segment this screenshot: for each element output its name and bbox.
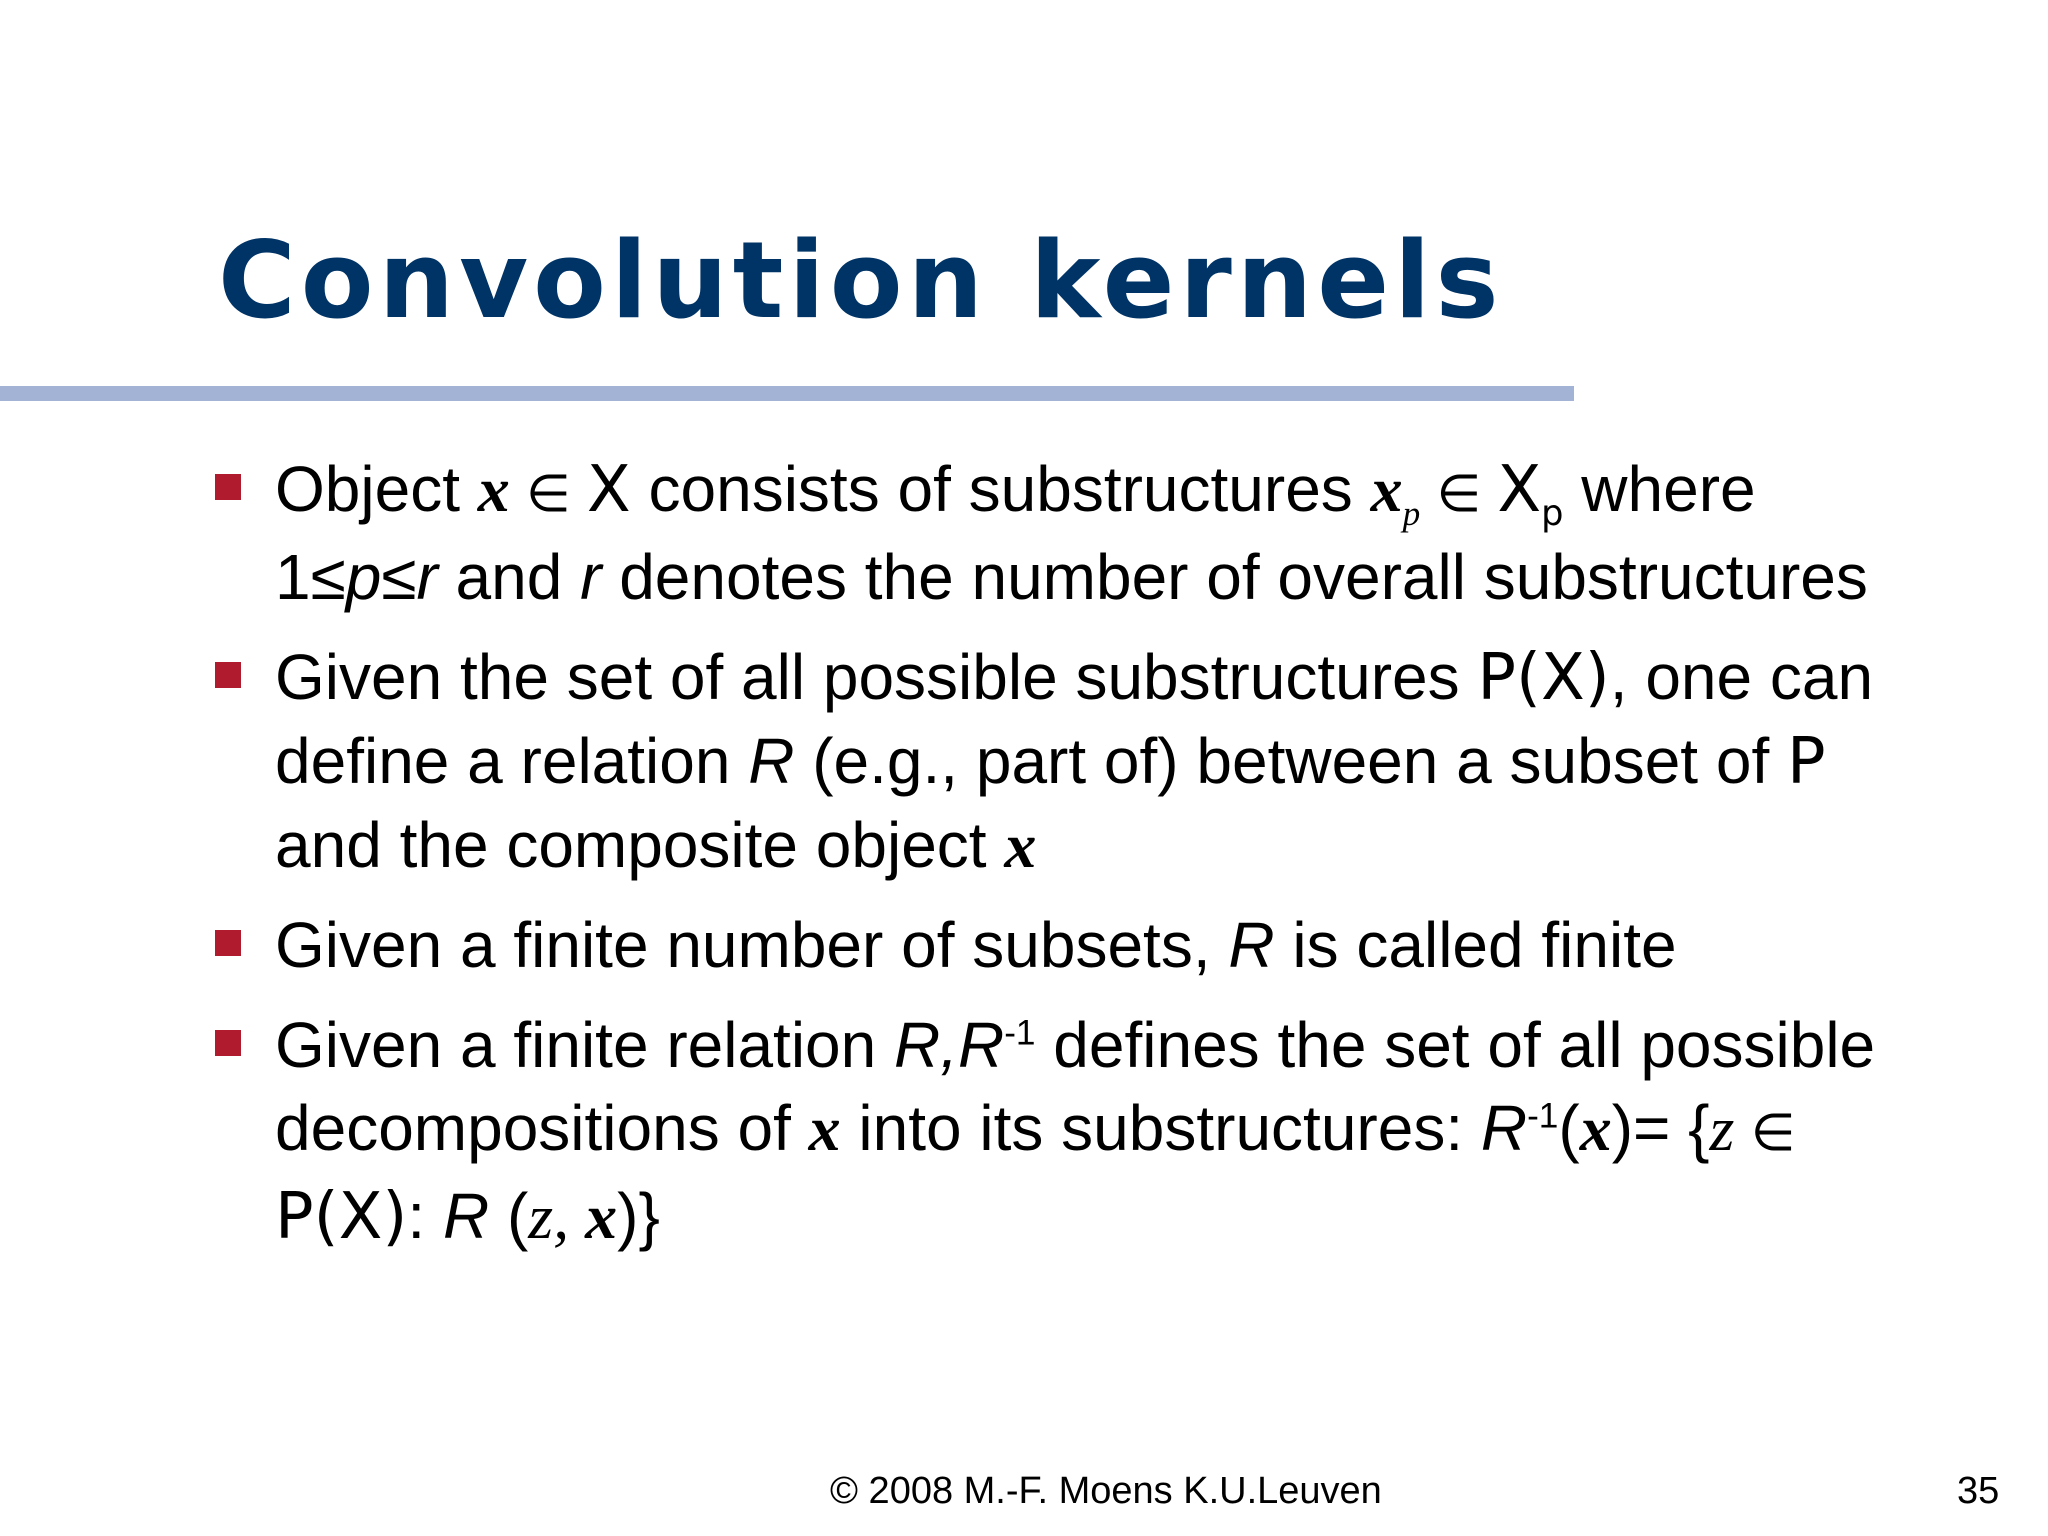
copyright-text: © 2008 M.-F. Moens K.U.Leuven — [830, 1470, 1382, 1512]
bullet-4-line-1: Given a finite relation $R,R^{-1}$ defines the set of all possible — [275, 1009, 1876, 1081]
bullet-1-line-2: 1≤p≤r and r denotes the number of overall substructures — [275, 541, 1868, 613]
bullet-4-line-2: decompositions of x into its substructures: $R^{-1}(x)= \{z$ ∈ — [275, 1092, 1796, 1164]
title-underline — [0, 386, 1574, 401]
bullet-2-line-2: define a relation R (e.g., part of) between a subset of P — [275, 725, 1826, 799]
bullet-2-line-1: Given the set of all possible substructures P(X), one can — [275, 641, 1874, 715]
bullet-2-line-3: and the composite object x — [275, 809, 1037, 881]
bullet-3-line-1: Given a finite number of subsets, R is called finite — [275, 909, 1677, 981]
square-bullet-icon — [215, 930, 241, 956]
bullet-item-2 — [215, 636, 2015, 887]
bullet-item-1 — [215, 448, 2015, 619]
bullet-1-line-1: Object x ∈ X consists of substructures $x_p$ ∈ $X_p$ where — [275, 453, 1756, 534]
bullet-item-3 — [215, 904, 2015, 987]
square-bullet-icon — [215, 474, 241, 500]
square-bullet-icon — [215, 662, 241, 688]
bullet-item-4 — [215, 1004, 2015, 1259]
bullet-4-line-3: P(X): R (z, x)} — [275, 1180, 660, 1254]
page-number: 35 — [1957, 1470, 2000, 1512]
square-bullet-icon — [215, 1030, 241, 1056]
bullet-list — [215, 448, 2015, 1276]
slide-title: Convolution kernels — [218, 219, 1504, 342]
